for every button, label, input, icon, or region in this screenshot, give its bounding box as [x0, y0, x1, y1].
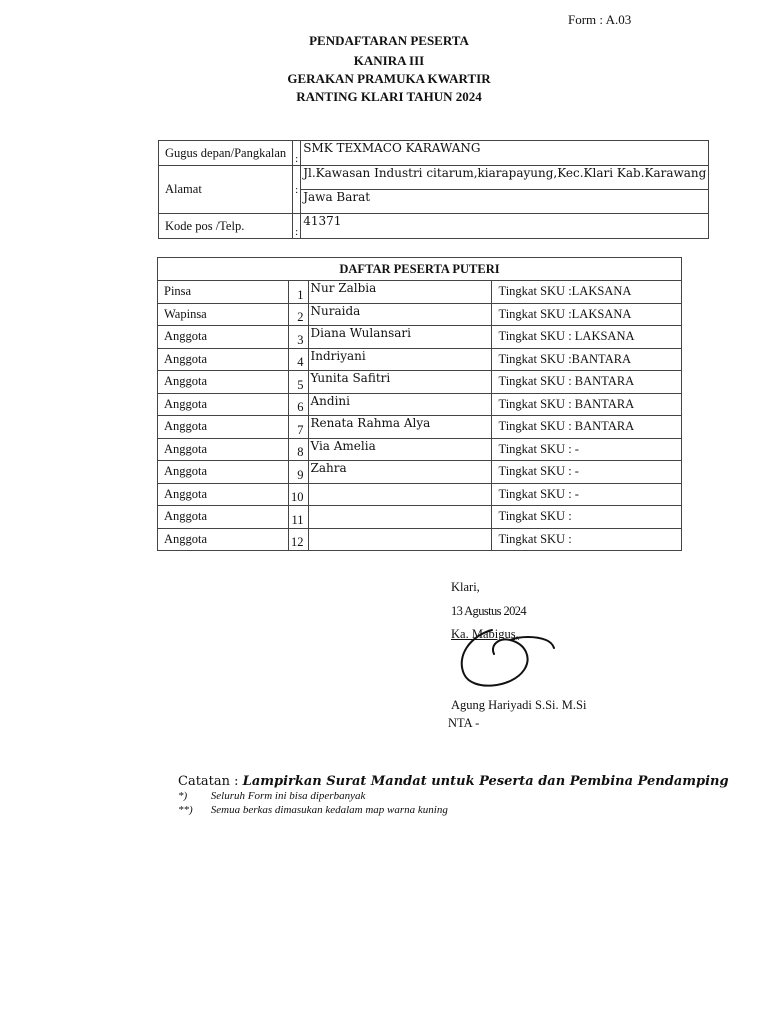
- table-row: [158, 506, 682, 529]
- member-number: 6: [289, 393, 309, 416]
- title-line-1: PENDAFTARAN PESERTA: [309, 33, 469, 48]
- table-row: [158, 528, 682, 551]
- title-line-3: GERAKAN PRAMUKA KWARTIR: [287, 71, 491, 86]
- member-role: Anggota: [158, 326, 289, 349]
- gugus-value: SMK TEXMACO KARAWANG: [301, 141, 709, 166]
- member-sku: Tingkat SKU : -: [491, 438, 682, 461]
- member-name: Indriyani: [308, 348, 491, 371]
- colon: :: [293, 166, 301, 214]
- colon: :: [293, 141, 301, 166]
- table-row: [158, 371, 682, 394]
- member-role: Pinsa: [158, 281, 289, 304]
- member-role: Anggota: [158, 528, 289, 551]
- note-text: Lampirkan Surat Mandat untuk Peserta dan Pembina Pendamping: [242, 774, 729, 789]
- member-sku: Tingkat SKU : -: [491, 483, 682, 506]
- member-sku: Tingkat SKU : -: [491, 461, 682, 484]
- signature-scribble: [450, 622, 560, 694]
- footnote-text: Seluruh Form ini bisa diperbanyak: [210, 790, 366, 802]
- note-label: Catatan :: [178, 774, 239, 789]
- signature-name: Agung Hariyadi S.Si. M.Si: [451, 698, 587, 712]
- footnote-2: [178, 804, 448, 816]
- signature-nta: NTA -: [448, 716, 480, 730]
- table-row: [158, 416, 682, 439]
- kodepos-label: Kode pos /Telp.: [159, 214, 293, 239]
- table-row: [158, 393, 682, 416]
- footnote-1: [178, 790, 365, 802]
- member-number: 5: [289, 371, 309, 394]
- member-sku: Tingkat SKU : BANTARA: [491, 371, 682, 394]
- member-name: Zahra: [308, 461, 491, 484]
- member-name: Renata Rahma Alya: [308, 416, 491, 439]
- member-number: 3: [289, 326, 309, 349]
- member-name: Yunita Safitri: [308, 371, 491, 394]
- table-row: [158, 483, 682, 506]
- member-number: 2: [289, 303, 309, 326]
- member-number: 4: [289, 348, 309, 371]
- gugus-label: Gugus depan/Pangkalan: [159, 141, 293, 166]
- form-code: Form : A.03: [568, 12, 632, 27]
- member-sku: Tingkat SKU :: [491, 528, 682, 551]
- kodepos-value: 41371: [301, 214, 709, 239]
- alamat-line-1: Jl.Kawasan Industri citarum,kiarapayung,Kec.Klari Kab.Karawang: [301, 166, 709, 190]
- alamat-line-2: Jawa Barat: [301, 190, 709, 214]
- signature-place: Klari,: [451, 580, 480, 594]
- member-sku: Tingkat SKU :: [491, 506, 682, 529]
- member-name: Andini: [308, 393, 491, 416]
- footnote-text: Semua berkas dimasukan kedalam map warna kuning: [210, 804, 448, 816]
- member-number: 7: [289, 416, 309, 439]
- member-role: Anggota: [158, 416, 289, 439]
- member-sku: Tingkat SKU : BANTARA: [491, 393, 682, 416]
- footnote-marker: **): [178, 804, 193, 816]
- member-name: [308, 528, 491, 551]
- table-row: [158, 281, 682, 304]
- member-sku: Tingkat SKU :LAKSANA: [491, 281, 682, 304]
- member-number: 8: [289, 438, 309, 461]
- member-role: Anggota: [158, 483, 289, 506]
- member-name: Via Amelia: [308, 438, 491, 461]
- member-name: Nuraida: [308, 303, 491, 326]
- title-line-2: KANIRA III: [353, 53, 425, 68]
- member-number: 9: [289, 461, 309, 484]
- member-number: 1: [289, 281, 309, 304]
- member-role: Anggota: [158, 506, 289, 529]
- members-table-title: DAFTAR PESERTA PUTERI: [158, 258, 682, 281]
- alamat-label: Alamat: [159, 166, 293, 214]
- member-sku: Tingkat SKU :BANTARA: [491, 348, 682, 371]
- member-name: Diana Wulansari: [308, 326, 491, 349]
- member-name: Nur Zalbia: [308, 281, 491, 304]
- note-main: [178, 774, 729, 789]
- member-role: Anggota: [158, 371, 289, 394]
- member-role: Wapinsa: [158, 303, 289, 326]
- member-number: 10: [289, 483, 309, 506]
- table-row: [158, 438, 682, 461]
- signature-date: 13 Agustus 2024: [451, 604, 527, 618]
- member-number: 11: [289, 506, 309, 529]
- member-role: Anggota: [158, 438, 289, 461]
- table-row: [158, 326, 682, 349]
- member-number: 12: [289, 528, 309, 551]
- member-role: Anggota: [158, 348, 289, 371]
- table-row: [158, 461, 682, 484]
- signature-position: Ka. Mabigus,: [451, 627, 519, 641]
- member-sku: Tingkat SKU : LAKSANA: [491, 326, 682, 349]
- colon: :: [293, 214, 301, 239]
- title-line-4: RANTING KLARI TAHUN 2024: [296, 89, 482, 104]
- member-role: Anggota: [158, 461, 289, 484]
- member-name: [308, 506, 491, 529]
- member-name: [308, 483, 491, 506]
- footnote-marker: *): [178, 790, 188, 802]
- member-sku: Tingkat SKU : BANTARA: [491, 416, 682, 439]
- info-table: [158, 140, 709, 239]
- member-role: Anggota: [158, 393, 289, 416]
- table-row: [158, 303, 682, 326]
- table-row: [158, 348, 682, 371]
- member-sku: Tingkat SKU :LAKSANA: [491, 303, 682, 326]
- members-table: [157, 257, 682, 551]
